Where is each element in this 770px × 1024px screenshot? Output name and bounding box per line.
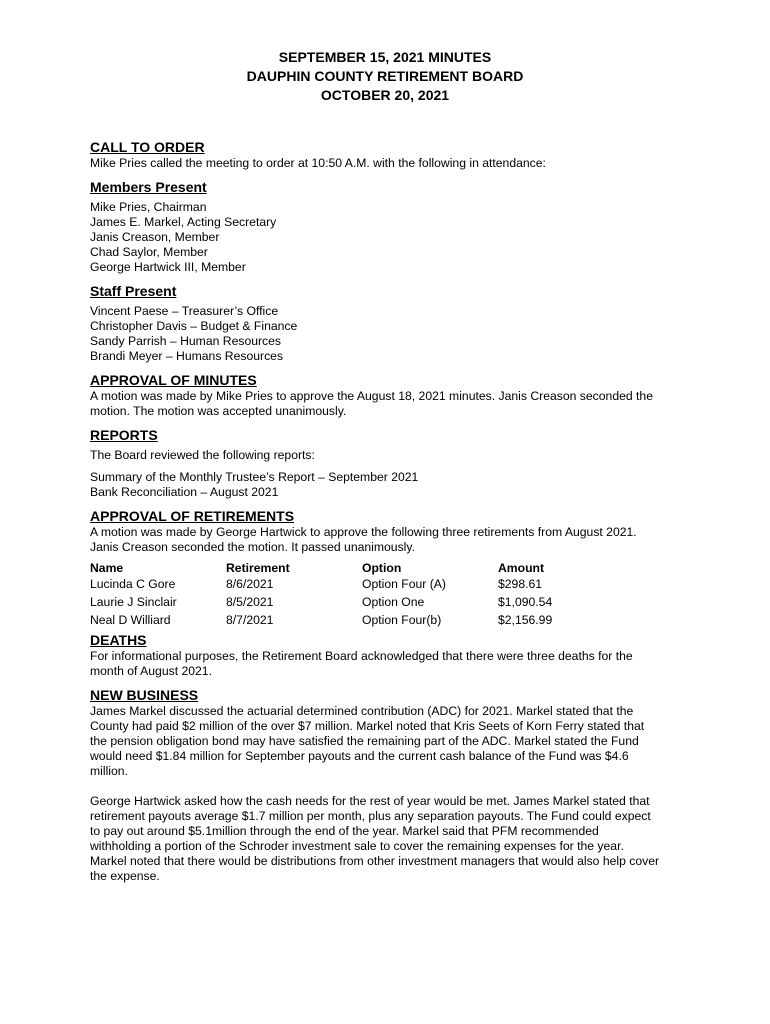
column-header-amount: Amount bbox=[498, 561, 545, 575]
new-business-para1-line: James Markel discussed the actuarial determined contribution (ADC) for 2021. Markel stated that the bbox=[90, 704, 634, 718]
staff-item: Vincent Paese – Treasurer’s Office bbox=[90, 304, 279, 318]
approval-retirements-line: Janis Creason seconded the motion. It passed unanimously. bbox=[90, 540, 415, 554]
new-business-para1-line: County had paid $2 million of the over $7 million. Markel noted that Kris Seets of Korn Ferry stated that bbox=[90, 719, 645, 733]
deaths-line: For informational purposes, the Retirement Board acknowledged that there were three deaths for the bbox=[90, 649, 633, 663]
header-line-2: DAUPHIN COUNTY RETIREMENT BOARD bbox=[246, 68, 524, 84]
table-row bbox=[90, 613, 618, 631]
reports-heading: REPORTS bbox=[90, 427, 158, 443]
cell-name: Laurie J Sinclair bbox=[90, 595, 177, 609]
report-item: Bank Reconciliation – August 2021 bbox=[90, 485, 279, 499]
column-header-option: Option bbox=[362, 561, 402, 575]
new-business-para1-line: the pension obligation bond may have satisfied the remaining part of the ADC. Markel stated the Fund bbox=[90, 734, 639, 748]
approval-minutes-heading: APPROVAL OF MINUTES bbox=[90, 372, 257, 388]
header-line-1: SEPTEMBER 15, 2021 MINUTES bbox=[278, 49, 492, 65]
new-business-para1-line: would need $1.84 million for September payouts and the current cash balance of the Fund was $4.6 bbox=[90, 749, 629, 763]
approval-minutes-line: motion. The motion was accepted unanimously. bbox=[90, 404, 347, 418]
staff-present-heading: Staff Present bbox=[90, 283, 177, 299]
report-item: Summary of the Monthly Trustee’s Report – September 2021 bbox=[90, 470, 419, 484]
approval-retirements-line: A motion was made by George Hartwick to approve the following three retirements from August 2021. bbox=[90, 525, 637, 539]
cell-option: Option Four(b) bbox=[362, 613, 442, 627]
cell-retirement: 8/5/2021 bbox=[226, 595, 274, 609]
retirements-table bbox=[90, 561, 618, 631]
header-line-3: OCTOBER 20, 2021 bbox=[320, 87, 450, 103]
cell-option: Option Four (A) bbox=[362, 577, 446, 591]
minutes-body bbox=[90, 138, 690, 884]
cell-amount: $1,090.54 bbox=[498, 595, 553, 609]
table-row bbox=[90, 577, 618, 595]
new-business-para2-line: retirement payouts average $1.7 million per month, plus any separation payouts. The Fund could expect bbox=[90, 809, 651, 823]
reports-intro: The Board reviewed the following reports: bbox=[90, 448, 315, 462]
new-business-para2-line: the expense. bbox=[90, 869, 160, 883]
member-item: Chad Saylor, Member bbox=[90, 245, 208, 259]
cell-amount: $2,156.99 bbox=[498, 613, 553, 627]
new-business-para2-line: Markel noted that there would be distributions from other investment managers that would also help cover bbox=[90, 854, 660, 868]
staff-item: Brandi Meyer – Humans Resources bbox=[90, 349, 284, 363]
approval-retirements-heading: APPROVAL OF RETIREMENTS bbox=[90, 508, 295, 524]
new-business-heading: NEW BUSINESS bbox=[90, 687, 199, 703]
member-item: Janis Creason, Member bbox=[90, 230, 220, 244]
table-header-row bbox=[90, 561, 618, 577]
deaths-heading: DEATHS bbox=[90, 632, 147, 648]
column-header-name: Name bbox=[90, 561, 124, 575]
cell-retirement: 8/6/2021 bbox=[226, 577, 274, 591]
staff-item: Sandy Parrish – Human Resources bbox=[90, 334, 282, 348]
new-business-para2-line: George Hartwick asked how the cash needs for the rest of year would be met. James Markel stated that bbox=[90, 794, 650, 808]
table-row bbox=[90, 595, 618, 613]
cell-option: Option One bbox=[362, 595, 425, 609]
deaths-line: month of August 2021. bbox=[90, 664, 212, 678]
column-header-retirement: Retirement bbox=[226, 561, 290, 575]
cell-name: Lucinda C Gore bbox=[90, 577, 176, 591]
members-present-heading: Members Present bbox=[90, 179, 207, 195]
member-item: James E. Markel, Acting Secretary bbox=[90, 215, 277, 229]
document-header bbox=[0, 48, 770, 105]
cell-amount: $298.61 bbox=[498, 577, 543, 591]
approval-minutes-line: A motion was made by Mike Pries to approve the August 18, 2021 minutes. Janis Creason seconded the bbox=[90, 389, 653, 403]
member-item: George Hartwick III, Member bbox=[90, 260, 246, 274]
cell-retirement: 8/7/2021 bbox=[226, 613, 274, 627]
member-item: Mike Pries, Chairman bbox=[90, 200, 207, 214]
staff-item: Christopher Davis – Budget & Finance bbox=[90, 319, 298, 333]
call-to-order-heading: CALL TO ORDER bbox=[90, 139, 205, 155]
new-business-para2-line: to pay out around $5.1million through the end of the year. Markel said that PFM recommended bbox=[90, 824, 599, 838]
call-to-order-text: Mike Pries called the meeting to order at 10:50 A.M. with the following in attendance: bbox=[90, 156, 546, 170]
new-business-para1-line: million. bbox=[90, 764, 128, 778]
new-business-para2-line: withholding a portion of the Schroder investment sale to cover the remaining expenses for the year. bbox=[90, 839, 624, 853]
cell-name: Neal D Williard bbox=[90, 613, 171, 627]
